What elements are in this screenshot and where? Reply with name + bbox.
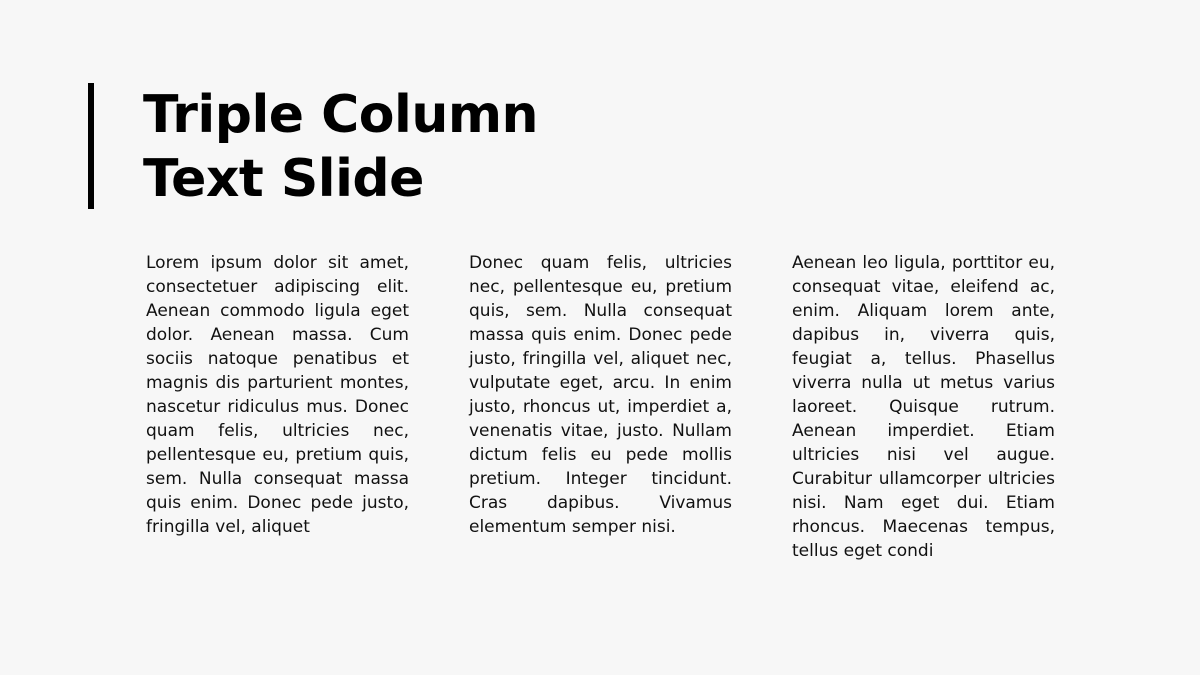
title-accent-bar [88, 83, 94, 209]
text-column-2: Donec quam felis, ultricies nec, pellentesque eu, pretium quis, sem. Nulla consequat massa quis enim. Donec pede justo, fringilla vel, aliquet nec, vulputate eget, arcu. In enim justo, rhoncus ut, imperdiet a, venenatis vitae, justo. Nullam dictum felis eu pede mollis pretium. Integer tincidunt. Cras dapibus. Vivamus elementum semper nisi. [469, 253, 732, 537]
text-column-1: Lorem ipsum dolor sit amet, consectetuer adipiscing elit. Aenean commodo ligula eget dolor. Aenean massa. Cum sociis natoque penatibus et magnis dis parturient montes, nascetur ridiculus mus. Donec quam felis, ultricies nec, pellentesque eu, pretium quis, sem. Nulla consequat massa quis enim. Donec pede justo, fringilla vel, aliquet [146, 253, 409, 537]
text-column-3: Aenean leo ligula, porttitor eu, consequat vitae, eleifend ac, enim. Aliquam lorem ante, dapibus in, viverra quis, feugiat a, tellus. Phasellus viverra nulla ut metus varius laoreet. Quisque rutrum. Aenean imperdiet. Etiam ultricies nisi vel augue. Curabitur ullamcorper ultricies nisi. Nam eget dui. Etiam rhoncus. Maecenas tempus, tellus eget condi [792, 253, 1055, 561]
slide-title [143, 83, 538, 211]
slide-title-line-1: Triple Column [143, 85, 539, 145]
slide-title-line-2: Text Slide [143, 149, 424, 209]
